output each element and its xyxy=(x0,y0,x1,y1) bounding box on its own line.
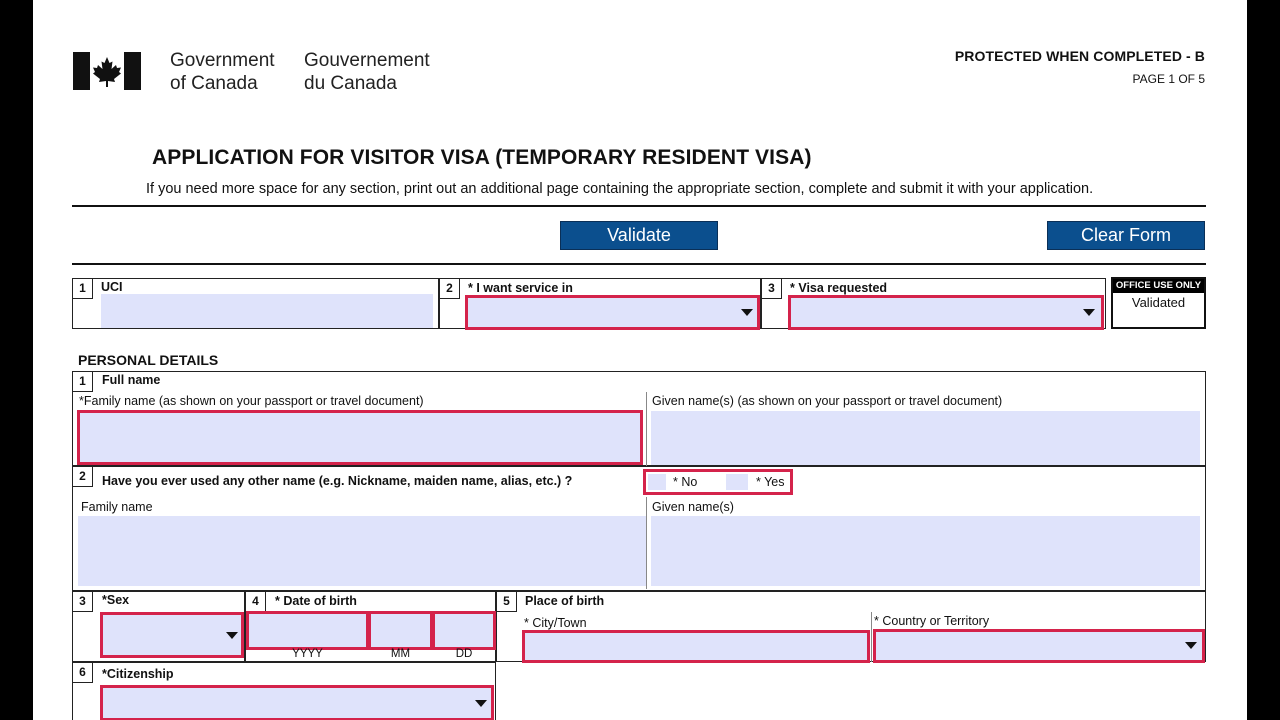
full-name-number: 1 xyxy=(73,372,93,392)
sex-label: *Sex xyxy=(102,593,130,607)
given-name-label: Given name(s) (as shown on your passport or travel document) xyxy=(652,394,1003,408)
service-language-select[interactable] xyxy=(465,295,760,330)
no-option-label: * No xyxy=(673,475,698,489)
other-name-question: Have you ever used any other name (e.g. Nickname, maiden name, alias, etc.) ? xyxy=(102,474,573,488)
divider-buttons xyxy=(72,263,1206,265)
dob-dd-hint: DD xyxy=(455,648,473,660)
citizenship-cell xyxy=(72,662,496,720)
canada-flag-icon xyxy=(73,52,141,90)
visa-requested-select[interactable] xyxy=(788,295,1104,330)
gov-en-line2: of Canada xyxy=(170,73,258,94)
protected-label: PROTECTED WHEN COMPLETED - B xyxy=(954,48,1205,64)
sex-cell xyxy=(72,591,245,662)
other-name-options xyxy=(643,469,793,495)
pob-label: Place of birth xyxy=(525,594,605,608)
visa-number: 3 xyxy=(762,279,782,299)
chevron-down-icon xyxy=(226,632,238,639)
full-name-label: Full name xyxy=(102,373,161,387)
form-subtitle: If you need more space for any section, print out an additional page containing the appropriate section, complete and submit it with your application. xyxy=(146,181,1094,197)
clear-form-button[interactable]: Clear Form xyxy=(1047,221,1205,250)
visa-cell xyxy=(761,278,1106,329)
sex-number: 3 xyxy=(73,592,93,612)
country-select[interactable] xyxy=(873,629,1205,663)
chevron-down-icon xyxy=(741,309,753,316)
office-use-header: OFFICE USE ONLY xyxy=(1113,279,1204,293)
gov-fr-line2: du Canada xyxy=(304,73,397,94)
office-use-box xyxy=(1111,277,1206,329)
gov-en-line1: Government xyxy=(170,50,275,71)
form-page xyxy=(33,0,1247,720)
dob-yyyy-hint: YYYY xyxy=(292,648,323,660)
other-name-divider xyxy=(646,497,647,589)
office-use-value: Validated xyxy=(1131,295,1186,310)
other-given-name-label: Given name(s) xyxy=(652,500,734,514)
personal-details-heading: PERSONAL DETAILS xyxy=(78,352,219,368)
service-number: 2 xyxy=(440,279,460,299)
dob-day-input[interactable] xyxy=(432,611,496,650)
divider-top xyxy=(72,205,1206,207)
uci-label: UCI xyxy=(101,280,123,294)
place-of-birth-cell xyxy=(496,591,1206,662)
dob-month-input[interactable] xyxy=(368,611,433,650)
other-family-name-label: Family name xyxy=(81,500,153,514)
visa-label: * Visa requested xyxy=(790,281,888,295)
dob-cell xyxy=(245,591,496,662)
chevron-down-icon xyxy=(1083,309,1095,316)
government-fr xyxy=(304,49,430,95)
page-indicator: PAGE 1 OF 5 xyxy=(1132,72,1205,86)
dob-number: 4 xyxy=(246,592,266,612)
citizenship-number: 6 xyxy=(73,663,93,683)
citizenship-label: *Citizenship xyxy=(102,667,174,681)
uci-number: 1 xyxy=(73,279,93,299)
dob-label: * Date of birth xyxy=(275,594,357,608)
other-family-name-input[interactable] xyxy=(78,516,646,586)
other-name-number: 2 xyxy=(73,467,93,487)
family-name-label: *Family name (as shown on your passport or travel document) xyxy=(79,394,424,408)
full-name-cell xyxy=(72,371,1206,466)
family-name-input[interactable] xyxy=(77,410,643,465)
city-label: * City/Town xyxy=(524,616,587,630)
government-en xyxy=(170,49,275,95)
form-title: APPLICATION FOR VISITOR VISA (TEMPORARY RESIDENT VISA) xyxy=(152,146,812,169)
chevron-down-icon xyxy=(475,700,487,707)
uci-cell xyxy=(72,278,439,329)
full-name-divider xyxy=(646,392,647,466)
validate-button[interactable]: Validate xyxy=(560,221,718,250)
given-name-input[interactable] xyxy=(651,411,1200,465)
citizenship-select[interactable] xyxy=(100,685,494,720)
yes-option-label: * Yes xyxy=(756,475,785,489)
uci-input[interactable] xyxy=(101,294,433,328)
country-label: * Country or Territory xyxy=(874,614,990,628)
no-checkbox[interactable] xyxy=(648,474,666,490)
yes-checkbox[interactable] xyxy=(726,474,748,490)
other-given-name-input[interactable] xyxy=(651,516,1200,586)
chevron-down-icon xyxy=(1185,642,1197,649)
sex-select[interactable] xyxy=(100,612,244,658)
dob-year-input[interactable] xyxy=(246,611,369,650)
pob-divider xyxy=(871,612,872,662)
other-name-cell xyxy=(72,466,1206,591)
gov-fr-line1: Gouvernement xyxy=(304,50,430,71)
service-label: * I want service in xyxy=(468,281,573,295)
city-input[interactable] xyxy=(522,630,870,663)
pob-number: 5 xyxy=(497,592,517,612)
dob-mm-hint: MM xyxy=(390,648,411,660)
service-cell xyxy=(439,278,761,329)
